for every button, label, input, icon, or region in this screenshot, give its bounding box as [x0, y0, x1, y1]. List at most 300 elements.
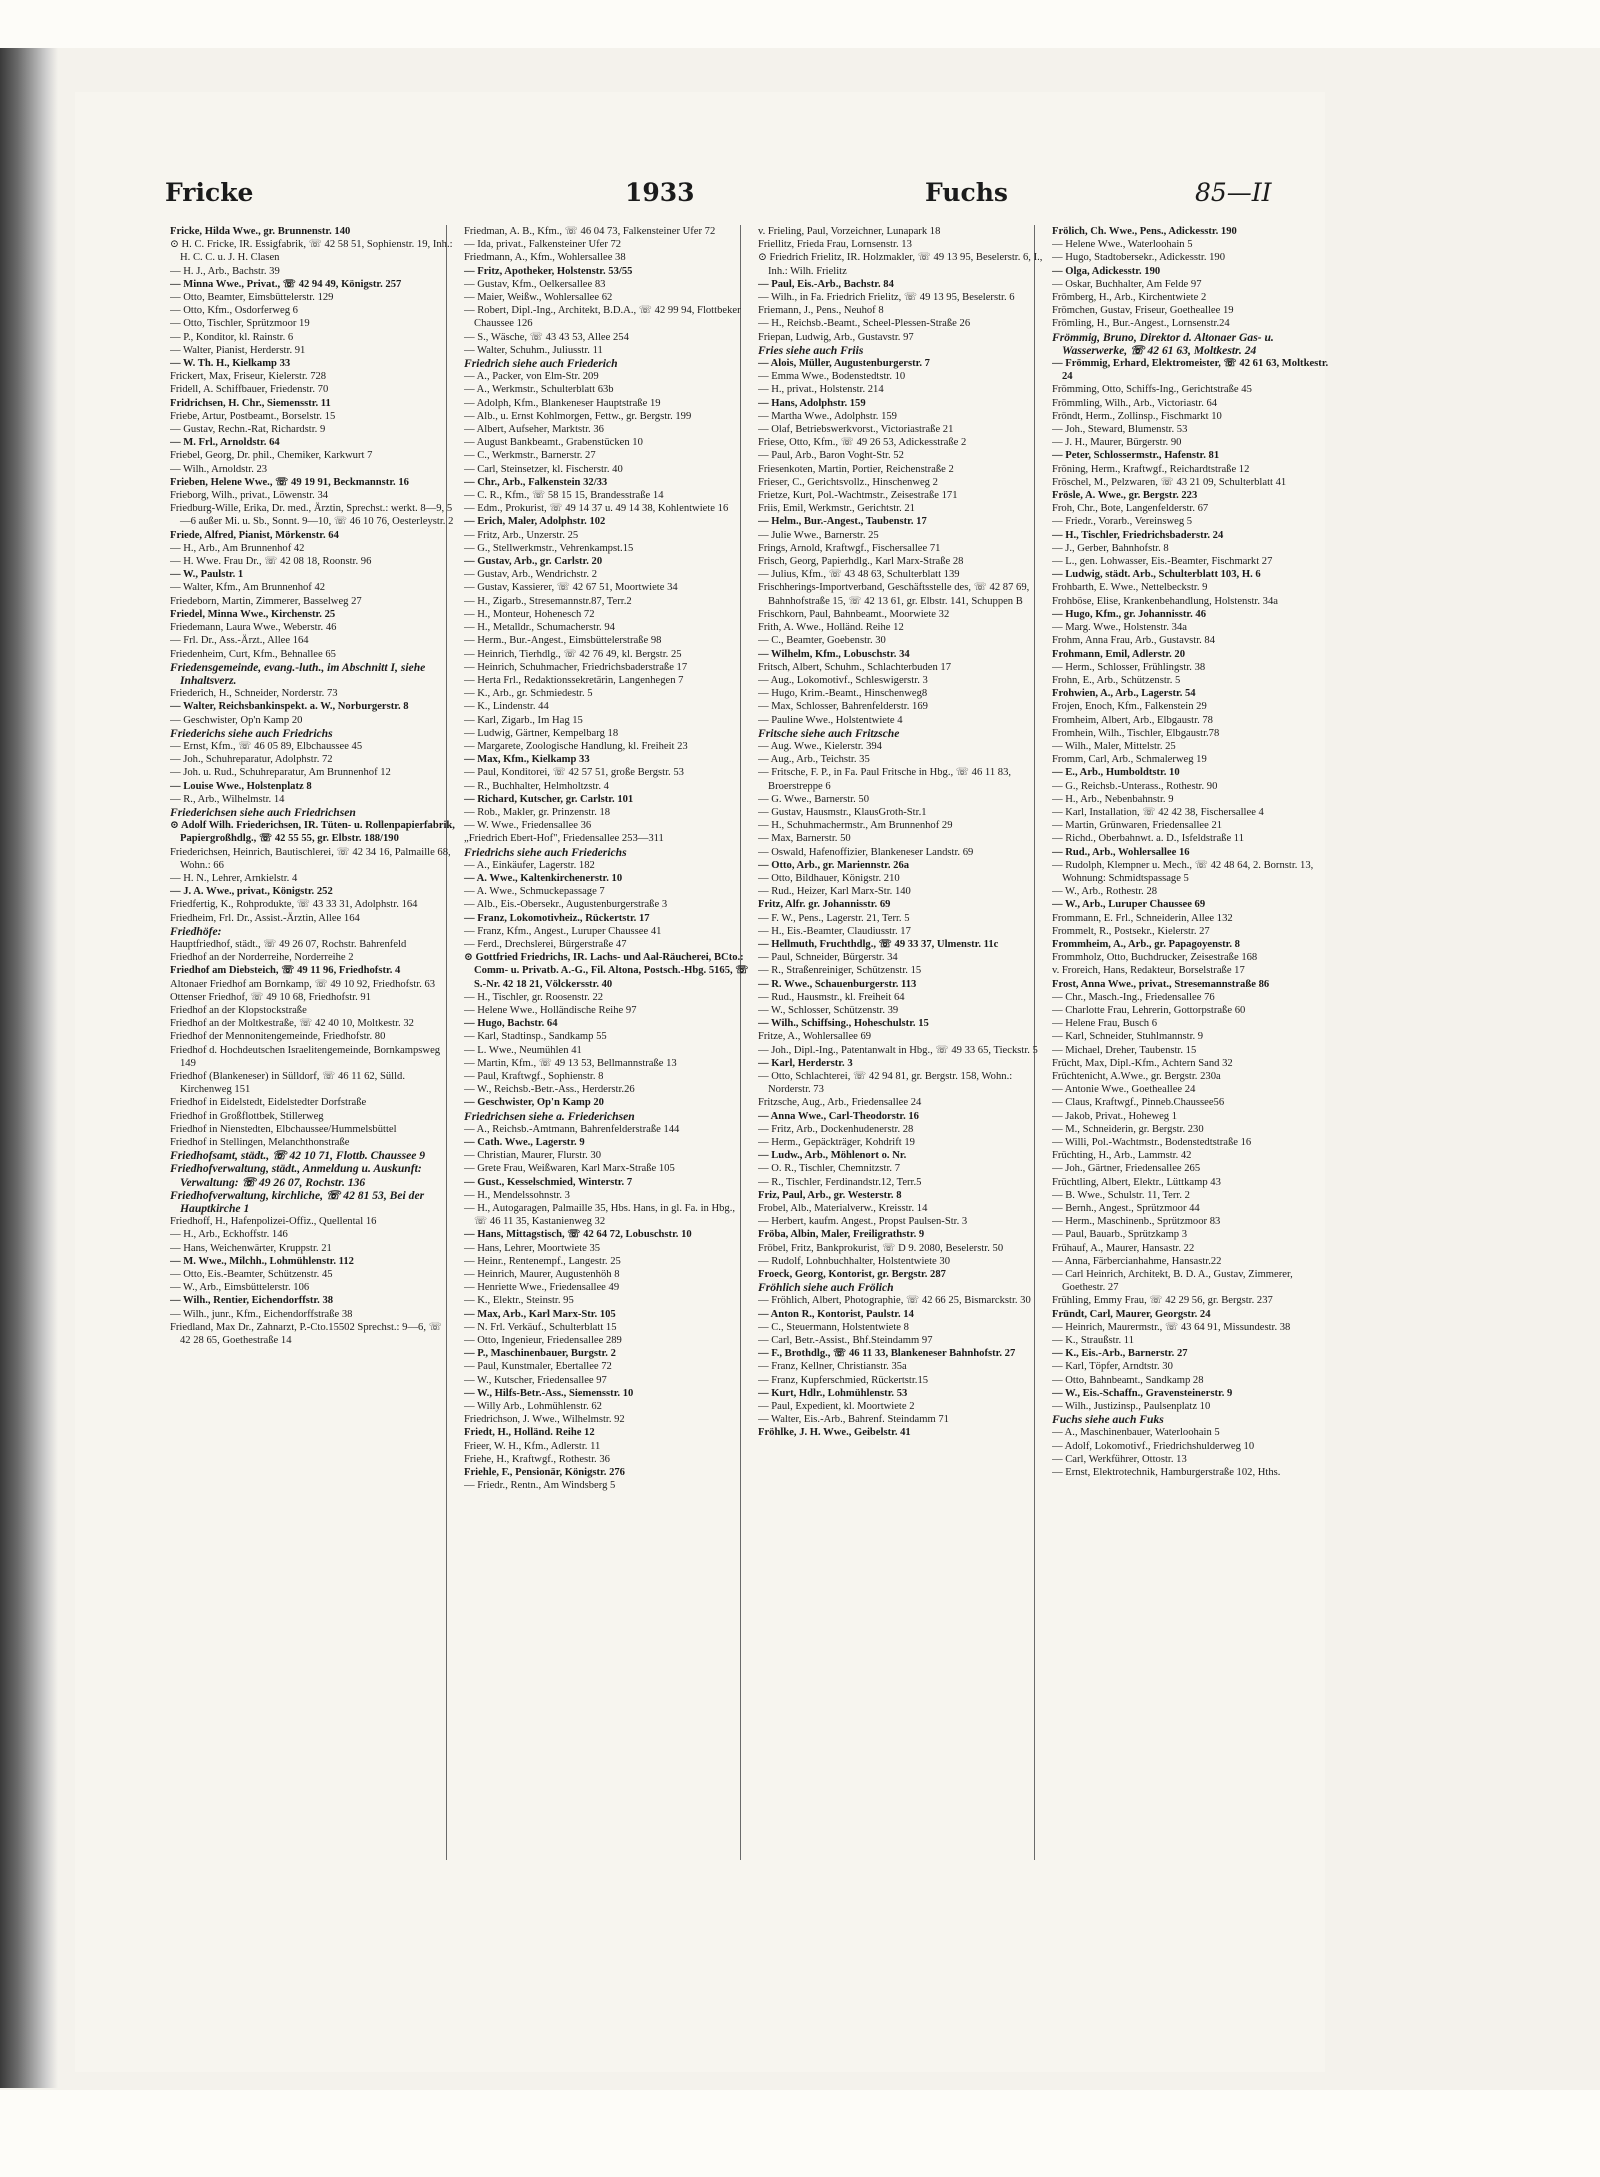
directory-entry: — Aug., Lokomotivf., Schleswigerstr. 3	[758, 674, 928, 686]
directory-entry: Friebel, Georg, Dr. phil., Chemiker, Karkwurt 7	[170, 450, 373, 462]
directory-entry: Friedhof in Eidelstedt, Eidelstedter Dorfstraße	[170, 1097, 367, 1109]
directory-entry: — C., Steuermann, Holstentwiete 8	[758, 1321, 909, 1333]
directory-entry: — W., Eis.-Schaffn., Gravensteinerstr. 9	[1052, 1387, 1233, 1399]
directory-entry: Fröbel, Fritz, Bankprokurist, ☏ D 9. 2080, Beselerstr. 50	[758, 1242, 1004, 1254]
directory-entry: — G., Reichsb.-Unterass., Rothestr. 90	[1052, 780, 1218, 792]
directory-entry: — Otto, Eis.-Beamter, Schützenstr. 45	[170, 1269, 333, 1281]
directory-entry: — Cath. Wwe., Lagerstr. 9	[464, 1137, 585, 1149]
directory-entry: — Herm., Maschinenb., Sprützmoor 83	[1052, 1216, 1221, 1228]
directory-entry: — Adolf, Lokomotivf., Friedrichshulderweg 10	[1052, 1440, 1255, 1452]
directory-entry: v. Froreich, Hans, Redakteur, Borselstraße 17	[1052, 965, 1245, 977]
directory-entry: — Gustav, Hausmstr., KlausGroth-Str.1	[758, 806, 927, 818]
directory-entry: — M., Schneiderin, gr. Bergstr. 230	[1052, 1123, 1204, 1135]
directory-entry: Frohmann, Emil, Adlerstr. 20	[1052, 648, 1186, 660]
directory-entry: Frischherings-Importverband, Geschäftsstelle des, ☏ 42 87 69, Bahnhofstraße 15, ☏ 42 13 61, gr. Elbstr. 141, Schuppen B	[758, 582, 1030, 607]
directory-entry: Fröndt, Herm., Zollinsp., Fischmarkt 10	[1052, 410, 1222, 422]
directory-entry: Frietze, Kurt, Pol.-Wachtmstr., Zeisestraße 171	[758, 490, 958, 502]
directory-entry: — Carl, Steinsetzer, kl. Fischerstr. 40	[464, 463, 623, 475]
directory-entry: Friedenheim, Curt, Kfm., Behnallee 65	[170, 648, 336, 660]
directory-entry: — B. Wwe., Schulstr. 11, Terr. 2	[1052, 1189, 1190, 1201]
directory-entry: — Fritz, Arb., Dockenhudenerstr. 28	[758, 1123, 914, 1135]
directory-entry: — W., Paulstr. 1	[170, 569, 244, 581]
directory-entry: Friedeborn, Martin, Zimmerer, Basselweg 27	[170, 595, 362, 607]
directory-columns	[170, 225, 1340, 1860]
directory-entry: — H., Eis.-Beamter, Claudiusstr. 17	[758, 925, 911, 937]
directory-entry: — Kurt, Hdlr., Lohmühlenstr. 53	[758, 1387, 908, 1399]
directory-entry: — Julius, Kfm., ☏ 43 48 63, Schulterblatt 139	[758, 569, 960, 581]
directory-entry: — Otto, Bildhauer, Königstr. 210	[758, 872, 900, 884]
directory-entry: — Gustav, Arb., Wendrichstr. 2	[464, 569, 598, 581]
directory-entry: — W., Reichsb.-Betr.-Ass., Herderstr.26	[464, 1084, 635, 1096]
directory-entry: — K., Straußstr. 11	[1052, 1335, 1135, 1347]
page-number: 85—II	[1195, 178, 1272, 207]
directory-entry: Friedhof an der Norderreihe, Norderreihe 2	[170, 952, 354, 964]
directory-entry: — Olaf, Betriebswerkvorst., Victoriastraße 21	[758, 424, 954, 436]
directory-entry: — Minna Wwe., Privat., ☏ 42 94 49, Königstr. 257	[170, 278, 402, 290]
directory-entry: Friedhöfe:	[170, 924, 222, 938]
directory-entry: — Ernst, Elektrotechnik, Hamburgerstraße 102, Hths.	[1052, 1467, 1281, 1479]
directory-entry: Froh, Chr., Bote, Langenfelderstr. 67	[1052, 503, 1209, 515]
directory-entry: — Hans, Mittagstisch, ☏ 42 64 72, Lobuschstr. 10	[464, 1229, 692, 1241]
directory-entry: Friedhofverwaltung, städt., Anmeldung u. Auskunft: Verwaltung: ☏ 49 26 07, Rochstr. 136	[170, 1162, 422, 1189]
directory-entry: Friederich, H., Schneider, Norderstr. 73	[170, 688, 338, 700]
directory-entry: — Gustav, Kassierer, ☏ 42 67 51, Moortwiete 34	[464, 582, 678, 594]
directory-entry: Fröschel, M., Pelzwaren, ☏ 43 21 09, Schulterblatt 41	[1052, 476, 1287, 488]
directory-entry: — Geschwister, Op'n Kamp 20	[464, 1097, 604, 1109]
directory-entry: — Aug. Wwe., Kielerstr. 394	[758, 740, 882, 752]
directory-entry: — Carl, Betr.-Assist., Bhf.Steindamm 97	[758, 1335, 933, 1347]
directory-entry: — Peter, Schlossermstr., Hafenstr. 81	[1052, 450, 1220, 462]
directory-entry: — R. Wwe., Schauenburgerstr. 113	[758, 978, 917, 990]
directory-entry: — Heinrich, Maurer, Augustenhöh 8	[464, 1269, 620, 1281]
directory-entry: Frohn, E., Arb., Schützenstr. 5	[1052, 674, 1181, 686]
directory-entry: Frojen, Enoch, Kfm., Falkenstein 29	[1052, 701, 1207, 713]
directory-entry: — S., Wäsche, ☏ 43 43 53, Allee 254	[464, 331, 629, 343]
directory-entry: — Joh., Dipl.-Ing., Patentanwalt in Hbg., ☏ 49 33 65, Tieckstr. 5	[758, 1044, 1038, 1056]
directory-entry: Fuchs siehe auch Fuks	[1052, 1413, 1164, 1427]
directory-entry: — Louise Wwe., Holstenplatz 8	[170, 780, 312, 792]
directory-entry: Friedhof an der Moltkestraße, ☏ 42 40 10, Moltkestr. 32	[170, 1018, 414, 1030]
directory-entry: — H. J., Arb., Bachstr. 39	[170, 265, 280, 277]
directory-entry: — Friedr., Rentn., Am Windsberg 5	[464, 1480, 616, 1492]
directory-entry: — Paul, Arb., Baron Voght-Str. 52	[758, 450, 904, 462]
directory-entry: Altonaer Friedhof am Bornkamp, ☏ 49 10 92, Friedhofstr. 63	[170, 978, 436, 990]
directory-entry: — Herm., Bur.-Angest., Eimsbüttelerstraße 98	[464, 635, 662, 647]
directory-entry: — Chr., Arb., Falkenstein 32/33	[464, 476, 608, 488]
directory-entry: Fritze, A., Wohlersallee 69	[758, 1031, 872, 1043]
directory-entry: — Heinrich, Maurermstr., ☏ 43 64 91, Missundestr. 38	[1052, 1321, 1291, 1333]
directory-entry: — M. Frl., Arnoldstr. 64	[170, 437, 280, 449]
directory-entry: — L., gen. Lohwasser, Eis.-Beamter, Fischmarkt 27	[1052, 556, 1273, 568]
directory-entry: — Max, Schlosser, Bahrenfelderstr. 169	[758, 701, 928, 713]
directory-entry: Friedhoff, H., Hafenpolizei-Offiz., Quellental 16	[170, 1216, 377, 1228]
directory-entry: — Wilh., junr., Kfm., Eichendorffstraße 38	[170, 1308, 353, 1320]
directory-entry: Frohwien, A., Arb., Lagerstr. 54	[1052, 688, 1196, 700]
directory-entry: — Rud., Heizer, Karl Marx-Str. 140	[758, 886, 911, 898]
directory-entry: — Heinr., Rentenempf., Langestr. 25	[464, 1255, 621, 1267]
directory-entry: — F. W., Pens., Lagerstr. 21, Terr. 5	[758, 912, 910, 924]
directory-entry: — R., Tischler, Ferdinandstr.12, Terr.5	[758, 1176, 922, 1188]
directory-entry: Frühauf, A., Maurer, Hansastr. 22	[1052, 1242, 1195, 1254]
directory-entry: — Helene Frau, Busch 6	[1052, 1018, 1158, 1030]
directory-entry: — K., Elektr., Steinstr. 95	[464, 1295, 574, 1307]
directory-entry: — Otto, Kfm., Osdorferweg 6	[170, 305, 298, 317]
directory-entry: — Wilh., Rentier, Eichendorffstr. 38	[170, 1295, 334, 1307]
directory-entry: — Walter, Pianist, Herderstr. 91	[170, 344, 306, 356]
directory-entry: Frommann, E. Frl., Schneiderin, Allee 132	[1052, 912, 1233, 924]
directory-entry: — Willy Arb., Lohmühlenstr. 62	[464, 1401, 602, 1413]
directory-entry: — E., Arb., Humboldtstr. 10	[1052, 767, 1180, 779]
directory-entry: — Otto, Ingenieur, Friedensallee 289	[464, 1335, 622, 1347]
directory-entry: — Helm., Bur.-Angest., Taubenstr. 17	[758, 516, 927, 528]
directory-entry: — Anna Wwe., Carl-Theodorstr. 16	[758, 1110, 919, 1122]
directory-entry: — Paul, Expedient, kl. Moortwiete 2	[758, 1401, 915, 1413]
directory-entry: — Margarete, Zoologische Handlung, kl. Freiheit 23	[464, 740, 688, 752]
directory-entry: — W., Hilfs-Betr.-Ass., Siemensstr. 10	[464, 1387, 634, 1399]
directory-entry: — J., Gerber, Bahnhofstr. 8	[1052, 542, 1169, 554]
directory-entry: Friede, Alfred, Pianist, Mörkenstr. 64	[170, 529, 339, 541]
directory-entry: — Helene Wwe., Holländische Reihe 97	[464, 1004, 637, 1016]
directory-entry: Fricke, Hilda Wwe., gr. Brunnenstr. 140	[170, 226, 351, 237]
directory-entry: — Walter, Reichsbankinspekt. a. W., Norburgerstr. 8	[170, 701, 409, 713]
directory-entry: Frömberg, H., Arb., Kirchentwiete 2	[1052, 292, 1207, 304]
directory-entry: Frieben, Helene Wwe., ☏ 49 19 91, Beckmannstr. 16	[170, 476, 409, 488]
directory-entry: — Max, Kfm., Kielkamp 33	[464, 754, 590, 766]
directory-entry: — Wilh., Maler, Mittelstr. 25	[1052, 740, 1176, 752]
directory-entry: — Pauline Wwe., Holstentwiete 4	[758, 714, 903, 726]
directory-entry: — H., Monteur, Hohenesch 72	[464, 608, 595, 620]
header-year: 1933	[625, 178, 695, 207]
directory-entry: — Joh., Steward, Blumenstr. 53	[1052, 424, 1188, 436]
directory-entry: Friellitz, Frieda Frau, Lornsenstr. 13	[758, 239, 912, 251]
binding-shadow	[0, 48, 58, 2088]
directory-entry: „Friedrich Ebert-Hof", Friedensallee 253—311	[464, 833, 664, 845]
directory-entry: Fromm, Carl, Arb., Schmalerweg 19	[1052, 754, 1207, 766]
directory-entry: — Max, Barnerstr. 50	[758, 833, 851, 845]
directory-entry: — Paul, Kunstmaler, Ebertallee 72	[464, 1361, 612, 1373]
directory-entry: — Anna, Färbercianhahme, Hansastr.22	[1052, 1255, 1222, 1267]
directory-entry: — Karl, Herderstr. 3	[758, 1057, 853, 1069]
directory-entry: — Henriette Wwe., Friedensallee 49	[464, 1282, 620, 1294]
directory-column-2	[464, 225, 749, 1860]
directory-entry: — K., Eis.-Arb., Barnerstr. 27	[1052, 1348, 1188, 1360]
directory-entry: — W. Wwe., Friedensallee 36	[464, 820, 592, 832]
directory-entry: — Ludwig, Gärtner, Kempelbarg 18	[464, 727, 619, 739]
directory-entry: — Heinrich, Schuhmacher, Friedrichsbaderstraße 17	[464, 661, 688, 673]
directory-entry: — Fröhlich, Albert, Photographie, ☏ 42 66 25, Bismarckstr. 30	[758, 1295, 1031, 1307]
directory-entry: — Chr., Masch.-Ing., Friedensallee 76	[1052, 991, 1215, 1003]
directory-entry: — Maier, Weißw., Wohlersallee 62	[464, 292, 613, 304]
scan-bottom-margin	[0, 2090, 1600, 2177]
directory-entry: Friedhof am Diebsteich, ☏ 49 11 96, Friedhofstr. 4	[170, 965, 401, 977]
directory-entry: — Herbert, kaufm. Angest., Propst Paulsen-Str. 3	[758, 1216, 968, 1228]
directory-entry: — Fritz, Arb., Unzerstr. 25	[464, 529, 579, 541]
directory-entry: — Antonie Wwe., Goetheallee 24	[1052, 1084, 1196, 1096]
directory-entry: Fröba, Albin, Maler, Freiligrathstr. 9	[758, 1229, 925, 1241]
directory-column-1	[170, 225, 455, 1860]
directory-entry: — Karl, Installation, ☏ 42 42 38, Fischersallee 4	[1052, 806, 1264, 818]
directory-entry: Friedemann, Laura Wwe., Weberstr. 46	[170, 622, 337, 634]
directory-entry: — Frl. Dr., Ass.-Ärzt., Allee 164	[170, 635, 309, 647]
directory-entry: — Karl, Schneider, Stuhlmannstr. 9	[1052, 1031, 1204, 1043]
directory-entry: — Gustav, Arb., gr. Carlstr. 20	[464, 556, 603, 568]
directory-entry: — Paul, Kraftwgf., Sophienstr. 8	[464, 1071, 604, 1082]
directory-entry: Frommheim, A., Arb., gr. Papagoyenstr. 8	[1052, 938, 1240, 950]
directory-entry: Frömchen, Gustav, Friseur, Goetheallee 19	[1052, 305, 1234, 317]
directory-entry: Friedhof an der Klopstockstraße	[170, 1004, 307, 1016]
directory-entry: Friedensgemeinde, evang.-luth., im Abschnitt I, siehe Inhaltsverz.	[170, 660, 426, 687]
directory-entry: — A., Reichsb.-Amtmann, Bahrenfelderstraße 144	[464, 1123, 680, 1135]
directory-entry: — A. Wwe., Kaltenkirchenerstr. 10	[464, 872, 623, 884]
directory-entry: Fröhlich siehe auch Frölich	[758, 1281, 894, 1295]
directory-entry: — O. R., Tischler, Chemnitzstr. 7	[758, 1163, 901, 1175]
directory-entry: — F., Brothdlg., ☏ 46 11 33, Blankeneser Bahnhofstr. 27	[758, 1348, 1016, 1360]
directory-entry: Hauptfriedhof, städt., ☏ 49 26 07, Rochstr. Bahrenfeld	[170, 938, 407, 950]
directory-entry: Friedhof in Großflottbek, Stillerweg	[170, 1110, 324, 1122]
directory-entry: Friederichsen, Heinrich, Bautischlerei, ☏ 42 34 16, Palmaille 68, Wohn.: 66	[170, 846, 451, 871]
directory-entry: Frömling, H., Bur.-Angest., Lornsenstr.24	[1052, 318, 1230, 330]
directory-entry: — Ida, privat., Falkensteiner Ufer 72	[464, 239, 622, 251]
directory-entry: — J. A. Wwe., privat., Königstr. 252	[170, 886, 333, 898]
directory-entry: Fritzsche, Aug., Arb., Friedensallee 24	[758, 1097, 922, 1109]
directory-entry: — Herm., Gepäckträger, Kohdrift 19	[758, 1137, 915, 1149]
directory-entry: ⊙ Adolf Wilh. Friederichsen, IR. Tüten- u. Rollenpapierfabrik, Papiergroßhdlg., ☏ 42 55 55, gr. Elbstr. 188/190	[170, 820, 455, 845]
directory-entry: Friedland, Max Dr., Zahnarzt, P.-Cto.15502 Sprechst.: 9—6, ☏ 42 28 65, Goethestraße 14	[170, 1321, 442, 1347]
directory-entry: — Oskar, Buchhalter, Am Felde 97	[1052, 278, 1202, 290]
directory-entry: — H., Autogaragen, Palmaille 35, Hbs. Hans, in gl. Fa. in Hbg., ☏ 46 11 35, Kastanienweg 32	[464, 1203, 735, 1228]
directory-entry: — G., Stellwerkmstr., Vehrenkampst.15	[464, 542, 634, 554]
directory-entry: Frieborg, Wilh., privat., Löwenstr. 34	[170, 490, 329, 502]
directory-entry: — Martin, Kfm., ☏ 49 13 53, Bellmannstraße 13	[464, 1057, 677, 1069]
directory-entry: Fromheim, Albert, Arb., Elbgaustr. 78	[1052, 714, 1213, 726]
directory-entry: — Rudolf, Lohnbuchhalter, Holstentwiete 30	[758, 1255, 950, 1267]
directory-entry: — Walter, Eis.-Arb., Bahrenf. Steindamm 71	[758, 1414, 949, 1426]
directory-entry: — H. Wwe. Frau Dr., ☏ 42 08 18, Roonstr. 96	[170, 556, 372, 568]
directory-entry: — Hugo, Stadtobersekr., Adickesstr. 190	[1052, 252, 1226, 264]
directory-entry: — Rud., Hausmstr., kl. Freiheit 64	[758, 991, 905, 1003]
directory-entry: Friedel, Minna Wwe., Kirchenstr. 25	[170, 608, 336, 620]
directory-entry: Friedhof in Stellingen, Melanchthonstraße	[170, 1137, 350, 1149]
directory-entry: Frücht, Max, Dipl.-Kfm., Achtern Sand 32	[1052, 1057, 1233, 1069]
directory-entry: — Otto, Beamter, Eimsbüttelerstr. 129	[170, 292, 334, 304]
directory-entry: Friesenkoten, Martin, Portier, Reichenstraße 2	[758, 463, 954, 475]
directory-entry: Friedrichson, J. Wwe., Wilhelmstr. 92	[464, 1414, 625, 1426]
directory-entry: — Wilh., in Fa. Friedrich Frielitz, ☏ 49 13 95, Beselerstr. 6	[758, 292, 1015, 304]
directory-entry: — Otto, Bahnbeamt., Sandkamp 28	[1052, 1374, 1204, 1386]
directory-entry: Fritsch, Albert, Schuhm., Schlachterbuden 17	[758, 661, 952, 673]
directory-entry: — Carl, Werkführer, Ottostr. 13	[1052, 1453, 1187, 1465]
directory-entry: — Charlotte Frau, Lehrerin, Gottorpstraße 60	[1052, 1004, 1246, 1016]
directory-entry: — Gust., Kesselschmied, Winterstr. 7	[464, 1176, 633, 1188]
directory-entry: Friedhofverwaltung, kirchliche, ☏ 42 81 53, Bei der Hauptkirche 1	[170, 1188, 425, 1216]
directory-entry: — Julie Wwe., Barnerstr. 25	[758, 529, 879, 541]
directory-entry: Fritz, Alfr. gr. Johannisstr. 69	[758, 899, 891, 911]
directory-entry: — Otto, Arb., gr. Mariennstr. 26a	[758, 859, 910, 871]
directory-entry: — Oswald, Hafenoffizier, Blankeneser Landstr. 69	[758, 846, 974, 858]
directory-entry: Friedrichs siehe auch Friederichs	[464, 845, 627, 859]
directory-entry: — H., Metalldr., Schumacherstr. 94	[464, 622, 615, 634]
directory-entry: — R., Arb., Wilhelmstr. 14	[170, 793, 285, 805]
directory-entry: — Emma Wwe., Bodenstedtstr. 10	[758, 371, 906, 383]
directory-entry: v. Frieling, Paul, Vorzeichner, Lunapark 18	[758, 226, 941, 237]
directory-entry: — Christian, Maurer, Flurstr. 30	[464, 1150, 601, 1162]
directory-entry: — Wilh., Arnoldstr. 23	[170, 463, 268, 475]
directory-entry: Friemann, J., Pens., Neuhof 8	[758, 305, 884, 317]
directory-entry: — Ludw., Arb., Möhlenort o. Nr.	[758, 1150, 907, 1162]
directory-entry: — Frömmig, Erhard, Elektromeister, ☏ 42 61 63, Moltkestr. 24	[1052, 358, 1329, 383]
directory-entry: — A., Einkäufer, Lagerstr. 182	[464, 859, 595, 871]
directory-entry: Friedburg-Wille, Erika, Dr. med., Ärztin, Sprechst.: werkt. 8—9, 5—6 außer Mi. u. Sb., Sonnt. 9—10, ☏ 46 10 76, Oesterleystr. 2	[170, 503, 454, 528]
header-first-name: Fricke	[165, 178, 254, 207]
directory-entry: — W., Arb., Rothestr. 28	[1052, 886, 1158, 898]
directory-entry: Früchtling, Albert, Elektr., Lüttkamp 43	[1052, 1176, 1221, 1188]
directory-entry: — A., Werkmstr., Schulterblatt 63b	[464, 384, 614, 396]
directory-entry: — Geschwister, Op'n Kamp 20	[170, 714, 303, 726]
directory-entry: — Martha Wwe., Adolphstr. 159	[758, 410, 897, 422]
directory-entry: — Friedr., Vorarb., Vereinsweg 5	[1052, 516, 1193, 528]
directory-entry: — Martin, Grünwaren, Friedensallee 21	[1052, 820, 1223, 832]
directory-entry: — Hans, Weichenwärter, Kruppstr. 21	[170, 1242, 332, 1254]
directory-entry: — Richd., Oberbahnwt. a. D., Isfeldstraße 11	[1052, 833, 1245, 845]
directory-entry: — Gustav, Kfm., Oelkersallee 83	[464, 278, 606, 290]
directory-entry: — H. N., Lehrer, Arnkielstr. 4	[170, 872, 298, 884]
directory-entry: Friepan, Ludwig, Arb., Gustavstr. 97	[758, 331, 914, 343]
directory-column-3	[758, 225, 1043, 1860]
directory-entry: — Otto, Schlachterei, ☏ 42 94 81, gr. Bergstr. 158, Wohn.: Norderstr. 73	[758, 1071, 1013, 1096]
directory-entry: Friedrichsen siehe a. Friederichsen	[464, 1109, 635, 1123]
directory-entry: — Wilh., Justizinsp., Paulsenplatz 10	[1052, 1401, 1211, 1413]
directory-entry: Frommelt, R., Postsekr., Kielerstr. 27	[1052, 925, 1210, 937]
directory-entry: — Karl, Stadtinsp., Sandkamp 55	[464, 1031, 607, 1043]
directory-entry: — Marg. Wwe., Holstenstr. 34a	[1052, 622, 1187, 634]
directory-entry: — Albert, Aufseher, Marktstr. 36	[464, 424, 604, 436]
directory-entry: — J. H., Maurer, Bürgerstr. 90	[1052, 437, 1182, 449]
directory-entry: — Joh. u. Rud., Schuhreparatur, Am Brunnenhof 12	[170, 767, 391, 779]
directory-entry: — Fritz, Apotheker, Holstenstr. 53/55	[464, 265, 633, 277]
page-header	[165, 178, 1305, 218]
directory-entry: Friedmann, A., Kfm., Wohlersallee 38	[464, 252, 626, 264]
directory-entry: — A. Wwe., Schmuckepassage 7	[464, 886, 605, 898]
directory-entry: Frommholz, Otto, Buchdrucker, Zeisestraße 168	[1052, 952, 1258, 964]
directory-entry: — Michael, Dreher, Taubenstr. 15	[1052, 1044, 1197, 1056]
directory-entry: — H., Reichsb.-Beamt., Scheel-Plessen-Straße 26	[758, 318, 971, 330]
directory-entry: — Carl Heinrich, Architekt, B. D. A., Gustav, Zimmerer, Goethestr. 27	[1052, 1269, 1293, 1294]
directory-entry: Fröning, Herm., Kraftwgf., Reichardtstraße 12	[1052, 463, 1250, 475]
directory-entry: Friedhof der Mennonitengemeinde, Friedhofstr. 80	[170, 1031, 386, 1043]
directory-entry: Friis, Emil, Werkmstr., Gerichtstr. 21	[758, 503, 915, 515]
directory-entry: — Rob., Makler, gr. Prinzenstr. 18	[464, 806, 611, 818]
directory-entry: — Paul, Schneider, Bürgerstr. 34	[758, 952, 898, 964]
directory-entry: — M. Wwe., Milchh., Lohmühlenstr. 112	[170, 1255, 354, 1267]
directory-entry: Fromhein, Wilh., Tischler, Elbgaustr.78	[1052, 727, 1220, 739]
directory-entry: Früchting, H., Arb., Lammstr. 42	[1052, 1150, 1192, 1162]
directory-entry: — Alb., Eis.-Obersekr., Augustenburgerstraße 3	[464, 899, 668, 911]
directory-entry: Fridell, A. Schiffbauer, Friedenstr. 70	[170, 384, 329, 396]
directory-entry: Frohböse, Elise, Krankenbehandlung, Holstenstr. 34a	[1052, 595, 1278, 607]
directory-entry: — Otto, Tischler, Sprützmoor 19	[170, 318, 310, 330]
directory-entry: — A., Maschinenbauer, Waterloohain 5	[1052, 1427, 1220, 1439]
directory-entry: Frösle, A. Wwe., gr. Bergstr. 223	[1052, 490, 1198, 502]
directory-entry: — Ludwig, städt. Arb., Schulterblatt 103, H. 6	[1052, 569, 1261, 581]
directory-entry: — W. Th. H., Kielkamp 33	[170, 358, 291, 370]
directory-entry: Fries siehe auch Friis	[758, 343, 864, 357]
directory-entry: Friederichs siehe auch Friedrichs	[170, 726, 333, 740]
directory-entry: — H., Arb., Eckhoffstr. 146	[170, 1229, 288, 1241]
directory-entry: — H., Zigarb., Stresemannstr.87, Terr.2	[464, 595, 632, 607]
directory-entry: Frohm, Anna Frau, Arb., Gustavstr. 84	[1052, 635, 1216, 647]
directory-entry: — Anton R., Kontorist, Paulstr. 14	[758, 1308, 914, 1320]
directory-entry: — Wilh., Schiffsing., Hoheschulstr. 15	[758, 1018, 929, 1030]
directory-entry: Friese, Otto, Kfm., ☏ 49 26 53, Adickesstraße 2	[758, 437, 967, 449]
directory-entry: ⊙ H. C. Fricke, IR. Essigfabrik, ☏ 42 58 51, Sophienstr. 19, Inh.: H. C. C. u. J. H. Clasen	[170, 239, 453, 264]
directory-entry: — Paul, Konditorei, ☏ 42 57 51, große Bergstr. 53	[464, 767, 684, 779]
directory-entry: ⊙ Friedrich Frielitz, IR. Holzmakler, ☏ 49 13 95, Beselerstr. 6, I., Inh.: Wilh. Frielitz	[758, 252, 1043, 277]
directory-entry: — Joh., Gärtner, Friedensallee 265	[1052, 1163, 1201, 1175]
directory-entry: Friedhofsamt, städt., ☏ 42 10 71, Flottb. Chaussee 9	[170, 1149, 426, 1163]
directory-entry: — Hans, Adolphstr. 159	[758, 397, 866, 409]
directory-entry: — Jakob, Privat., Hoheweg 1	[1052, 1110, 1178, 1122]
directory-entry: — Robert, Dipl.-Ing., Architekt, B.D.A., ☏ 42 99 94, Flottbeker Chaussee 126	[464, 305, 741, 330]
directory-entry: Frömming, Otto, Schiffs-Ing., Gerichtstraße 45	[1052, 384, 1252, 396]
directory-entry: — W., Schlosser, Schützenstr. 39	[758, 1004, 899, 1016]
directory-entry: — Richard, Kutscher, gr. Carlstr. 101	[464, 793, 634, 805]
directory-entry: — H., privat., Holstenstr. 214	[758, 384, 884, 396]
directory-entry: ⊙ Gottfried Friedrichs, IR. Lachs- und Aal-Räucherei, BCto.: Comm- u. Privatb. A.-G., Fil. Altona, Postsch.-Hbg. 5165, ☏ S.-Nr. 42 18 21, Völckersstr. 40	[464, 952, 749, 990]
directory-entry: Ottenser Friedhof, ☏ 49 10 68, Friedhofstr. 91	[170, 991, 371, 1003]
directory-entry: Froeck, Georg, Kontorist, gr. Bergstr. 287	[758, 1269, 946, 1281]
directory-entry: Frühling, Emmy Frau, ☏ 42 29 56, gr. Bergstr. 237	[1052, 1295, 1273, 1307]
directory-entry: — P., Konditor, kl. Rainstr. 6	[170, 331, 294, 343]
directory-entry: — R., Straßenreiniger, Schützenstr. 15	[758, 965, 922, 977]
header-last-name: Fuchs	[925, 178, 1008, 207]
directory-entry: — Ferd., Drechslerei, Bürgerstraße 47	[464, 938, 627, 950]
directory-entry: — H., Arb., Nebenbahnstr. 9	[1052, 793, 1174, 805]
directory-entry: — W., Arb., Eimsbüttelerstr. 106	[170, 1282, 310, 1294]
directory-entry: — Herm., Schlosser, Frühlingstr. 38	[1052, 661, 1206, 673]
directory-entry: Fridrichsen, H. Chr., Siemensstr. 11	[170, 397, 331, 409]
directory-entry: — Adolph, Kfm., Blankeneser Hauptstraße 19	[464, 397, 661, 409]
directory-entry: — Heinrich, Tierhdlg., ☏ 42 76 49, kl. Bergstr. 25	[464, 648, 682, 660]
directory-entry: — Max, Arb., Karl Marx-Str. 105	[464, 1308, 616, 1320]
directory-entry: — H., Mendelssohnstr. 3	[464, 1189, 570, 1201]
directory-entry: Friedhof in Nienstedten, Elbchaussee/Hummelsbüttel	[170, 1123, 397, 1135]
directory-entry: — Franz, Kupferschmied, Rückertstr.15	[758, 1374, 929, 1386]
directory-entry: — Bernh., Angest., Sprützmoor 44	[1052, 1203, 1200, 1215]
directory-entry: — Franz, Kfm., Angest., Luruper Chaussee 41	[464, 925, 662, 937]
directory-entry: — Olga, Adickesstr. 190	[1052, 265, 1161, 277]
directory-entry: Frischkorn, Paul, Bahnbeamt., Moorwiete 32	[758, 608, 950, 620]
directory-entry: — R., Buchhalter, Helmholtzstr. 4	[464, 780, 609, 792]
directory-entry: — Franz, Lokomotivheiz., Rückertstr. 17	[464, 912, 650, 924]
directory-entry: Frömmling, Wilh., Arb., Victoriastr. 64	[1052, 397, 1218, 409]
directory-entry: Frieer, W. H., Kfm., Adlerstr. 11	[464, 1440, 601, 1452]
directory-entry: Friz, Paul, Arb., gr. Westerstr. 8	[758, 1189, 902, 1201]
directory-entry: — G. Wwe., Barnerstr. 50	[758, 793, 870, 805]
directory-entry: Frobel, Alb., Materialverw., Kreisstr. 14	[758, 1203, 928, 1215]
directory-entry: — H., Tischler, gr. Roosenstr. 22	[464, 991, 604, 1003]
directory-entry: — Erich, Maler, Adolphstr. 102	[464, 516, 606, 528]
directory-entry: Friebe, Artur, Postbeamt., Borselstr. 15	[170, 410, 336, 422]
directory-entry: — Rudolph, Klempner u. Mech., ☏ 42 48 64, 2. Bornstr. 13, Wohnung: Schmidtspassage 5	[1052, 859, 1314, 884]
directory-entry: Frisch, Georg, Papierhdlg., Karl Marx-Straße 28	[758, 556, 964, 568]
directory-entry: Fründt, Carl, Maurer, Georgstr. 24	[1052, 1308, 1211, 1320]
directory-entry: Früchtenicht, A.Wwe., gr. Bergstr. 230a	[1052, 1071, 1221, 1082]
directory-entry: — H., Tischler, Friedrichsbaderstr. 24	[1052, 529, 1224, 541]
directory-entry: — Karl, Töpfer, Arndtstr. 30	[1052, 1361, 1173, 1373]
directory-entry: Frith, A. Wwe., Holländ. Reihe 12	[758, 622, 904, 634]
directory-entry: — Willi, Pol.-Wachtmstr., Bodenstedtstraße 16	[1052, 1137, 1252, 1149]
directory-entry: — Franz, Kellner, Christianstr. 35a	[758, 1361, 907, 1373]
